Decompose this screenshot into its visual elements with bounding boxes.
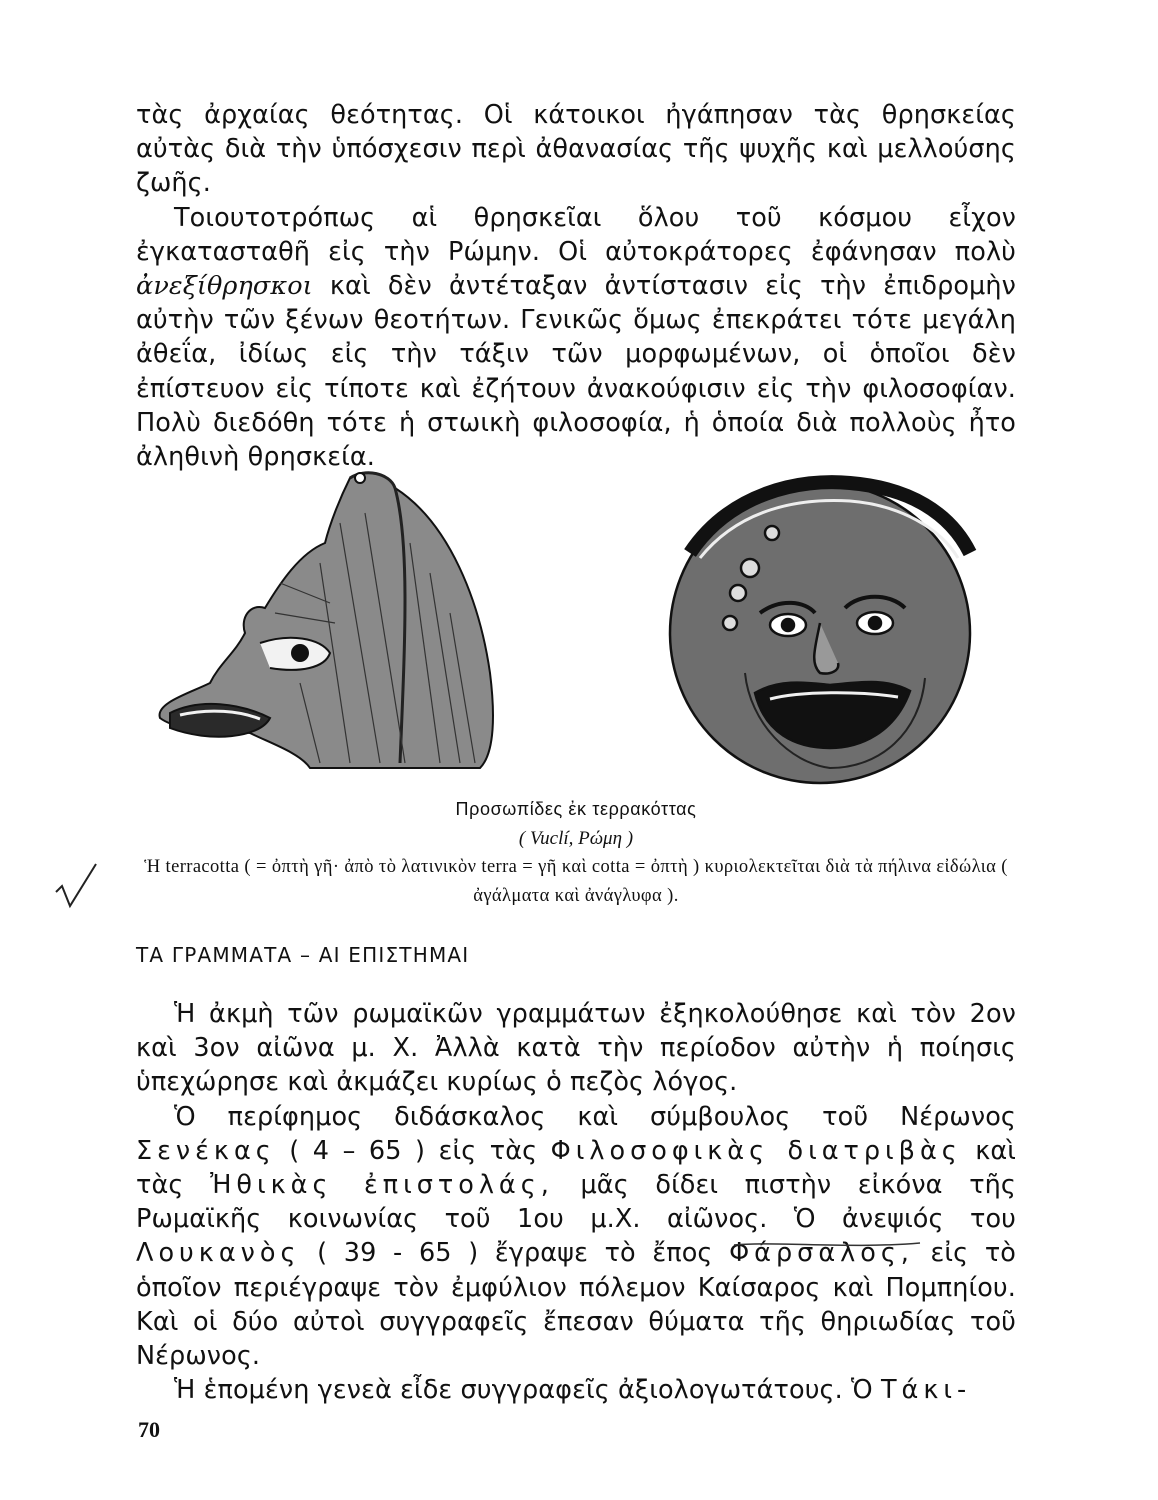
lucan-description: εἰς τὸ ὁποῖον περιέγραψε τὸν ἐμφύλιον πόλεμον Καίσαρος καὶ Πομπηίου. Καὶ οἱ δύο αὐτοὶ συγγραφεῖς ἔπεσαν θύματα τῆς θηριωδίας τοῦ Νέρωνος. — [136, 1238, 1016, 1372]
terracotta-masks-figure — [150, 463, 1010, 793]
pencil-underline — [732, 1237, 922, 1251]
caption-title: Προσωπίδες ἐκ τερρακόττας — [455, 799, 697, 819]
lucan-dates: ( 39 - 65 ) ἔγραψε τὸ ἔπος — [300, 1238, 730, 1269]
page-number: 70 — [138, 1417, 160, 1442]
intro-paragraph-2 — [136, 201, 1016, 475]
frontal-mask-image — [670, 482, 970, 783]
intro-paragraph-1: τὰς ἀρχαίας θεότητας. Οἱ κάτοικοι ἠγάπησαν τὰς θρησκείας αὐτὰς διὰ τὴν ὑπόσχεσιν περὶ ἀθανασίας τῆς ψυχῆς καὶ μελλούσης ζωῆς. — [136, 100, 1016, 199]
seneca-dates: ( 4 – 65 ) εἰς τὰς — [275, 1135, 551, 1166]
seneca-intro: Ὁ περίφημος διδάσκαλος καὶ σύμβουλος τοῦ Νέρωνος — [174, 1101, 1016, 1132]
intro-paragraph-2-end: καὶ δὲν ἀντέταξαν ἀντίστασιν εἰς τὴν ἐπιδρομὴν αὐτὴν τῶν ξένων θεοτήτων. Γενικῶς ὅμως ἐπεκράτει τότε μεγάλη ἀθεΐα, ἰδίως εἰς τὴν τάξιν τῶν μορφωμένων, οἱ ὁποῖοι δὲν ἐπίστευον εἰς τίποτε καὶ ἐζήτουν ἀνακούφισιν εἰς τὴν φιλοσοφίαν. Πολὺ διεδόθη τότε ἡ στωικὴ φιλοσοφία, ἡ ὁποία διὰ πολλοὺς ἦτο ἀληθινὴ θρησκεία. — [136, 271, 1016, 473]
work-title-ethical: Ἠθικὰς ἐπιστολάς, — [210, 1170, 554, 1201]
section-text — [136, 997, 1016, 1407]
lucan-name: Λουκανὸς — [136, 1238, 301, 1269]
pencil-check-mark — [54, 862, 98, 914]
next-generation-text: Ἡ ἑπομένη γενεὰ εἶδε συγγραφεῖς ἀξιολογωτάτους. Ὁ — [174, 1375, 881, 1406]
profile-mask-image — [160, 473, 493, 768]
emphasized-word: ἀνεξίθρησκοι — [136, 271, 313, 302]
work-title-philosophical: Φιλοσοφικὰς διατριβὰς — [550, 1135, 962, 1166]
intro-text — [136, 98, 1016, 474]
work-title-pharsalia: Φάρσαλος, — [729, 1238, 914, 1269]
section-paragraph-1: Ἡ ἀκμὴ τῶν ρωμαϊκῶν γραμμάτων ἐξηκολούθησε καὶ τὸν 2ον καὶ 3ον αἰῶνα μ. Χ. Ἀλλὰ κατὰ τὴν περίοδον αὐτὴν ἡ ποίησις ὑπεχώρησε καὶ ἀκμάζει κυρίως ὁ πεζὸς λόγος. — [136, 999, 1016, 1098]
conjunction: καὶ τὰς — [136, 1135, 1016, 1201]
section-paragraph-3 — [136, 1373, 1016, 1407]
figure-caption — [136, 795, 1016, 911]
seneca-description: μᾶς δίδει πιστὴν εἰκόνα τῆς Ρωμαϊκῆς κοινωνίας τοῦ 1ου μ.Χ. αἰῶνος. Ὁ ἀνεψιός του — [136, 1170, 1016, 1235]
caption-note: Ἡ terracotta ( = ὀπτὴ γῆ· ἀπὸ τὸ λατινικὸν terra = γῆ καὶ cotta = ὀπτὴ ) κυριολεκτεῖται διὰ τὰ πήλινα εἰδώλια ( ἀγάλματα καὶ ἀνάγλυφα ). — [144, 857, 1008, 906]
tacitus-name: Τάκι- — [880, 1375, 972, 1406]
seneca-name: Σενέκας — [136, 1135, 276, 1166]
intro-paragraph-2-start: Τοιουτοτρόπως αἱ θρησκεῖαι ὅλου τοῦ κόσμου εἶχον ἐγκατασταθῆ εἰς τὴν Ρώμην. Οἱ αὐτοκράτορες ἐφάνησαν πολὺ — [136, 202, 1016, 267]
caption-place: ( Vuclí, Ρώμη ) — [518, 828, 634, 849]
section-heading: ΤΑ ΓΡΑΜΜΑΤΑ – ΑΙ ΕΠΙΣΤΗΜΑΙ — [136, 943, 470, 967]
